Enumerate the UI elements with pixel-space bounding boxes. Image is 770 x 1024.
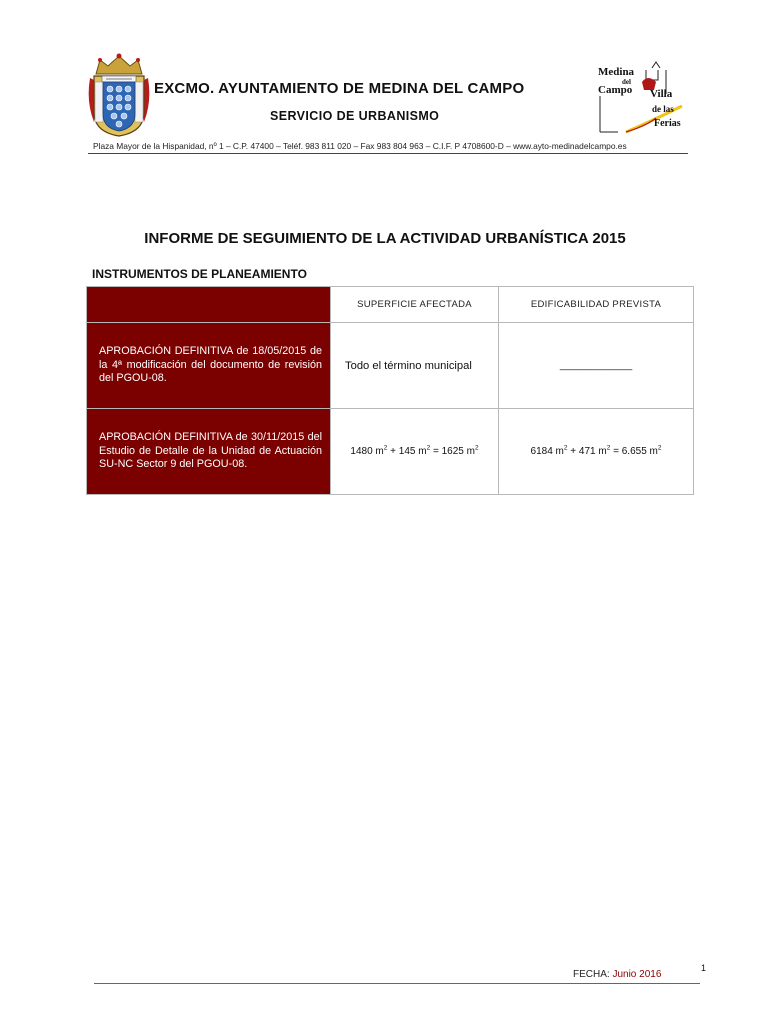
approval-description: APROBACIÓN DEFINITIVA de 30/11/2015 del Estudio de Detalle de la Unidad de Actuación SU-NC Sector 9 del PGOU-08.	[99, 431, 322, 471]
buildability-cell: _____________	[499, 323, 694, 409]
surface-cell: Todo el término municipal	[331, 323, 499, 409]
approval-description: APROBACIÓN DEFINITIVA de 18/05/2015 de la 4ª modificación del documento de revisión del PGOU-08.	[99, 345, 322, 385]
logo-line-ferias: Ferias	[654, 118, 681, 129]
exponent: 2	[657, 444, 662, 452]
coat-of-arms-icon	[88, 52, 150, 138]
buildability-cell	[499, 409, 694, 495]
buildability-term-1: 6184 m	[530, 446, 564, 457]
section-heading: INSTRUMENTOS DE PLANEAMIENTO	[92, 267, 307, 281]
column-header-surface: SUPERFICIE AFECTADA	[331, 287, 499, 323]
exponent: 2	[474, 444, 479, 452]
planning-instruments-table	[86, 286, 694, 495]
report-title: INFORME DE SEGUIMIENTO DE LA ACTIVIDAD URBANÍSTICA 2015	[144, 230, 626, 247]
logo-line-de-las: de las	[652, 104, 674, 114]
exponent: 2	[606, 444, 611, 452]
exponent: 2	[383, 444, 388, 452]
row-label	[87, 409, 331, 495]
exponent: 2	[426, 444, 431, 452]
contact-address: Plaza Mayor de la Hispanidad, nº 1 – C.P. 47400 – Teléf. 983 811 020 – Fax 983 804 963 – C.I.F. P 4708600-D – www.ayto-medinadelcampo.es	[93, 141, 627, 151]
medina-del-campo-logo-icon	[596, 60, 688, 140]
institution-name: EXCMO. AYUNTAMIENTO DE MEDINA DEL CAMPO	[154, 80, 525, 97]
logo-line-villa: Villa	[650, 88, 673, 100]
table-header-row	[87, 287, 694, 323]
column-header-buildability: EDIFICABILIDAD PREVISTA	[499, 287, 694, 323]
surface-term-1: 1480 m	[350, 446, 384, 457]
table-row	[87, 323, 694, 409]
surface-total: = 1625 m	[430, 446, 475, 457]
footer-divider	[94, 983, 700, 984]
table-header-empty	[87, 287, 331, 323]
buildability-term-2: + 471 m	[567, 446, 607, 457]
table-row	[87, 409, 694, 495]
exponent: 2	[563, 444, 568, 452]
header-divider	[88, 153, 688, 154]
logo-line-campo: Campo	[598, 84, 633, 96]
footer-date	[573, 969, 661, 980]
logo-line-medina: Medina	[598, 66, 635, 78]
department-name: SERVICIO DE URBANISMO	[270, 109, 440, 123]
page-number: 1	[701, 963, 707, 973]
row-label	[87, 323, 331, 409]
surface-cell	[331, 409, 499, 495]
logo-line-del: del	[622, 78, 631, 86]
buildability-total: = 6.655 m	[610, 446, 658, 457]
date-value: Junio 2016	[612, 969, 662, 980]
surface-term-2: + 145 m	[387, 446, 427, 457]
date-label: FECHA:	[573, 969, 613, 980]
